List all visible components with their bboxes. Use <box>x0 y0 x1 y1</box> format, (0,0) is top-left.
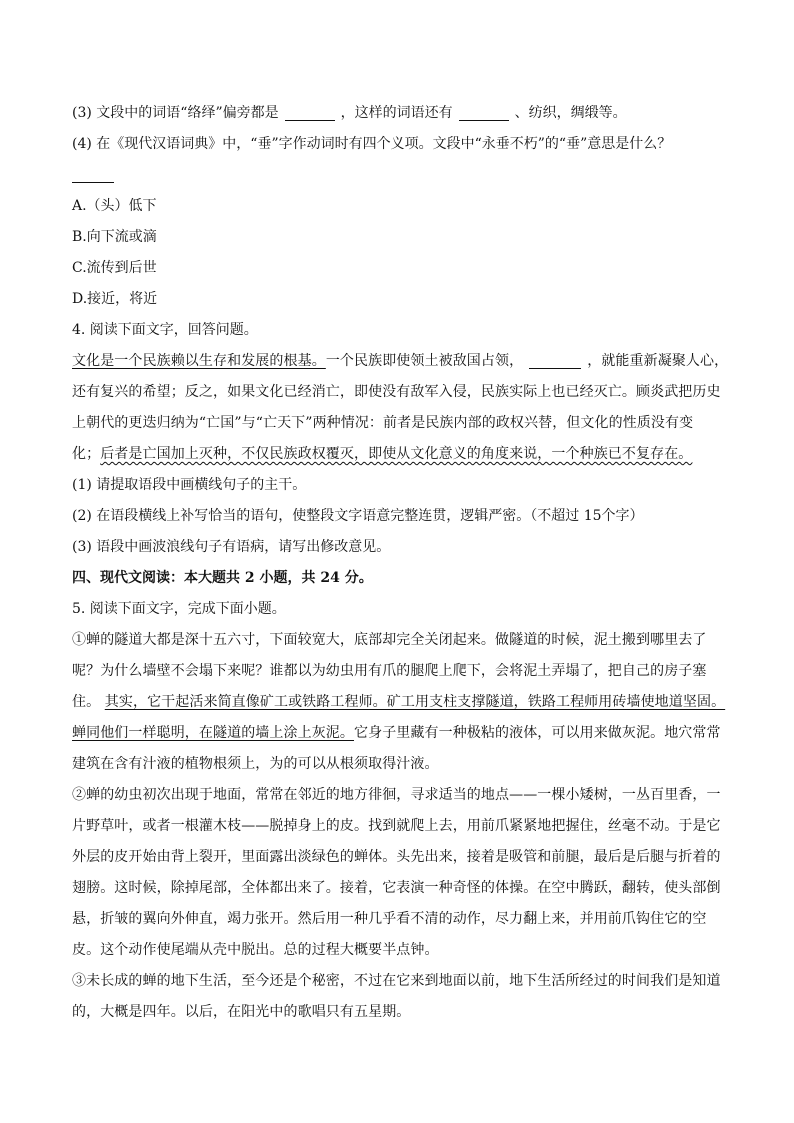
section-4-heading: 四、现代文阅读：本大题共 2 小题，共 24 分。 <box>72 570 373 586</box>
q5-passage-line: 悬，折皱的翼向外伸直，竭力张开。然后用一种几乎看不清的动作，尽力翻上来，并用前爪钩住它的空 <box>72 911 707 927</box>
q4-passage-text: 化； <box>72 446 101 462</box>
option-c: C.流传到后世 <box>72 260 157 276</box>
q5-passage-line: 呢？为什么墙壁不会塌下来呢？谁都以为幼虫用有爪的腿爬上爬下，会将泥土弄塌了，把自己的房子塞 <box>72 663 707 679</box>
question-4-title: 4. 阅读下面文字，回答问题。 <box>72 322 258 338</box>
q4-subquestion-3: (3) 语段中画波浪线句子有语病，请写出修改意见。 <box>72 539 391 555</box>
q5-passage-line: 翅膀。这时候，除掉尾部，全体都出来了。接着，它表演一种奇怪的体操。在空中腾跃，翻转，使头部倒 <box>72 880 721 896</box>
fill-in-blank <box>529 352 581 369</box>
underlined-sentence: 文化是一个民族赖以生存和发展的根基。 <box>72 353 326 369</box>
question-3-4-answer-line <box>72 160 724 191</box>
q5-passage-line: 建筑在含有汁液的植物根须上，为的可以从根须取得汁液。 <box>72 756 439 772</box>
answer-blank <box>459 104 509 121</box>
q4-passage-line <box>72 439 724 470</box>
q4-subquestion-2: (2) 在语段横线上补写恰当的语句，使整段文字语意完整连贯，逻辑严密。（不超过 15个字） <box>72 508 644 524</box>
q5-passage-line: 的，大概是四年。以后，在阳光中的歌唱只有五星期。 <box>72 1004 411 1020</box>
q3-3-text-start: (3) 文段中的词语“络绎”偏旁都是 <box>72 105 279 121</box>
option-b: B.向下流或滴 <box>72 229 157 245</box>
answer-blank <box>72 166 114 183</box>
q5-passage-line: ①蝉的隧道大都是深十五六寸，下面较宽大，底部却完全关闭起来。做隧道的时候，泥土搬到哪里去了 <box>72 632 707 648</box>
question-3-4: (4) 在《现代汉语词典》中，“垂”字作动词时有四个义项。文段中“永垂不朽”的“垂”意思是什么？ <box>72 136 672 152</box>
q5-passage-line: 皮。这个动作使尾端从壳中脱出。总的过程大概要半点钟。 <box>72 942 439 958</box>
option-d: D.接近，将近 <box>72 291 158 307</box>
q5-passage-line: 片野草叶，或者一根灌木枝——脱掉身上的皮。找到就爬上去，用前爪紧紧地把握住，丝毫不动。于是它 <box>72 818 721 834</box>
option-a: A.（头）低下 <box>72 198 157 214</box>
q5-passage-text: 住。 <box>72 694 105 710</box>
q4-passage-line: 上朝代的更迭归纳为“亡国”与“亡天下”两种情况：前者是民族内部的政权兴替，但文化的性质没有变 <box>72 415 694 431</box>
q5-passage-text: 它身子里藏有一种极粘的液体，可以用来做灰泥。地穴常常 <box>354 725 721 741</box>
q5-passage-line <box>72 718 724 749</box>
q4-passage-line: 还有复兴的希望；反之，如果文化已经消亡，即使没有敌军入侵，民族实际上也已经灭亡。顾炎武把历史 <box>72 384 721 400</box>
q4-subquestion-1: (1) 请提取语段中画横线句子的主干。 <box>72 477 307 493</box>
q5-passage-line: ②蝉的幼虫初次出现于地面，常常在邻近的地方徘徊，寻求适当的地点——一棵小矮树，一丛百里香，一 <box>72 787 721 803</box>
q5-passage-line: ③未长成的蝉的地下生活，至今还是个秘密，不过在它来到地面以前，地下生活所经过的时间我们是知道 <box>72 973 721 989</box>
q3-3-text-end: 、纺织，绸缎等。 <box>514 105 627 121</box>
question-3-3 <box>72 98 724 129</box>
q5-passage-line: 外层的皮开始由背上裂开，里面露出淡绿色的蝉体。头先出来，接着是吸管和前腿，最后是后腿与折着的 <box>72 849 721 865</box>
q5-passage-line <box>72 687 724 718</box>
question-5-title: 5. 阅读下面文字，完成下面小题。 <box>72 601 286 617</box>
q4-passage-text: 一个民族即使领土被敌国占领， <box>325 353 524 369</box>
q4-passage-line <box>72 346 729 377</box>
underlined-sentence: 蝉同他们一样聪明，在隧道的墙上涂上灰泥。 <box>72 725 354 741</box>
q3-3-text-mid: ，这样的词语还有 <box>340 105 453 121</box>
q4-passage-text: ，就能重新凝聚人心， <box>587 353 729 369</box>
answer-blank <box>285 104 335 121</box>
underlined-sentence: 其实，它干起活来简直像矿工或铁路工程师。矿工用支柱支撑隧道，铁路工程师用砖墙使地道坚固。 <box>104 694 726 710</box>
wavy-underlined-sentence: 后者是亡国加上灭种，不仅民族政权覆灭，即使从文化意义的角度来说，一个种族已不复存在。 <box>100 446 693 462</box>
